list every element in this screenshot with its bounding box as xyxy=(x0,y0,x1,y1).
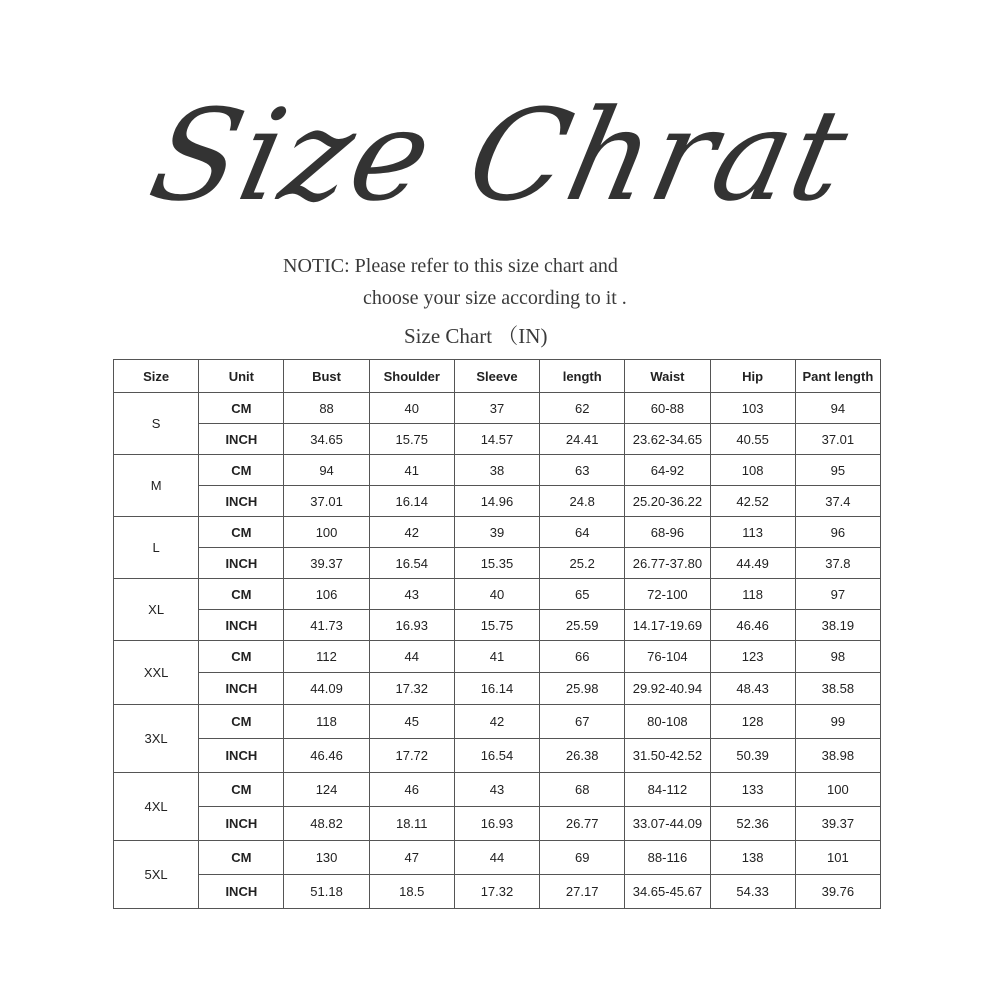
size-table xyxy=(113,359,881,909)
table-row xyxy=(114,610,881,641)
measure-cell: 123 xyxy=(710,641,795,673)
measure-cell: 96 xyxy=(795,517,880,548)
measure-cell: 64 xyxy=(540,517,625,548)
table-row xyxy=(114,705,881,739)
measure-cell: 51.18 xyxy=(284,875,369,909)
measure-cell: 29.92-40.94 xyxy=(625,673,710,705)
measure-cell: 68-96 xyxy=(625,517,710,548)
measure-cell: 25.59 xyxy=(540,610,625,641)
measure-cell: 43 xyxy=(369,579,454,610)
measure-cell: 44.09 xyxy=(284,673,369,705)
notice-line-1: NOTIC: Please refer to this size chart and xyxy=(283,255,618,277)
size-label: L xyxy=(114,517,199,579)
measure-cell: 130 xyxy=(284,841,369,875)
unit-cell: CM xyxy=(199,641,284,673)
measure-cell: 26.77-37.80 xyxy=(625,548,710,579)
measure-cell: 42.52 xyxy=(710,486,795,517)
measure-cell: 37.01 xyxy=(284,486,369,517)
measure-cell: 14.57 xyxy=(454,424,539,455)
page-title: Size Chrat xyxy=(138,82,862,229)
header-shoulder: Shoulder xyxy=(369,360,454,393)
measure-cell: 44.49 xyxy=(710,548,795,579)
measure-cell: 38 xyxy=(454,455,539,486)
size-label: S xyxy=(114,393,199,455)
measure-cell: 15.75 xyxy=(454,610,539,641)
measure-cell: 133 xyxy=(710,773,795,807)
measure-cell: 100 xyxy=(795,773,880,807)
unit-cell: CM xyxy=(199,705,284,739)
measure-cell: 38.98 xyxy=(795,739,880,773)
header-pant-length: Pant length xyxy=(795,360,880,393)
measure-cell: 43 xyxy=(454,773,539,807)
measure-cell: 41 xyxy=(454,641,539,673)
measure-cell: 64-92 xyxy=(625,455,710,486)
table-row xyxy=(114,517,881,548)
measure-cell: 69 xyxy=(540,841,625,875)
measure-cell: 18.5 xyxy=(369,875,454,909)
table-row xyxy=(114,807,881,841)
measure-cell: 48.82 xyxy=(284,807,369,841)
size-label: XXL xyxy=(114,641,199,705)
measure-cell: 15.35 xyxy=(454,548,539,579)
table-header-row xyxy=(114,360,881,393)
size-label: 5XL xyxy=(114,841,199,909)
measure-cell: 95 xyxy=(795,455,880,486)
measure-cell: 97 xyxy=(795,579,880,610)
measure-cell: 33.07-44.09 xyxy=(625,807,710,841)
measure-cell: 18.11 xyxy=(369,807,454,841)
measure-cell: 39.37 xyxy=(795,807,880,841)
unit-cell: INCH xyxy=(199,486,284,517)
measure-cell: 46.46 xyxy=(710,610,795,641)
table-row xyxy=(114,641,881,673)
measure-cell: 44 xyxy=(369,641,454,673)
unit-cell: INCH xyxy=(199,807,284,841)
unit-cell: CM xyxy=(199,393,284,424)
measure-cell: 37.8 xyxy=(795,548,880,579)
header-hip: Hip xyxy=(710,360,795,393)
measure-cell: 44 xyxy=(454,841,539,875)
measure-cell: 108 xyxy=(710,455,795,486)
measure-cell: 112 xyxy=(284,641,369,673)
header-size: Size xyxy=(114,360,199,393)
measure-cell: 38.19 xyxy=(795,610,880,641)
measure-cell: 84-112 xyxy=(625,773,710,807)
notice-line-2: choose your size according to it . xyxy=(363,287,627,309)
measure-cell: 26.38 xyxy=(540,739,625,773)
measure-cell: 118 xyxy=(284,705,369,739)
header-length: length xyxy=(540,360,625,393)
measure-cell: 14.96 xyxy=(454,486,539,517)
measure-cell: 38.58 xyxy=(795,673,880,705)
measure-cell: 80-108 xyxy=(625,705,710,739)
table-row xyxy=(114,739,881,773)
measure-cell: 66 xyxy=(540,641,625,673)
measure-cell: 40.55 xyxy=(710,424,795,455)
measure-cell: 41 xyxy=(369,455,454,486)
table-row xyxy=(114,393,881,424)
measure-cell: 34.65 xyxy=(284,424,369,455)
measure-cell: 17.72 xyxy=(369,739,454,773)
measure-cell: 113 xyxy=(710,517,795,548)
notice-line-3: Size Chart （IN) xyxy=(404,324,548,348)
measure-cell: 34.65-45.67 xyxy=(625,875,710,909)
measure-cell: 67 xyxy=(540,705,625,739)
measure-cell: 42 xyxy=(369,517,454,548)
header-unit: Unit xyxy=(199,360,284,393)
measure-cell: 63 xyxy=(540,455,625,486)
measure-cell: 46 xyxy=(369,773,454,807)
measure-cell: 46.46 xyxy=(284,739,369,773)
measure-cell: 124 xyxy=(284,773,369,807)
table-row xyxy=(114,486,881,517)
unit-cell: INCH xyxy=(199,875,284,909)
unit-cell: CM xyxy=(199,455,284,486)
unit-cell: CM xyxy=(199,773,284,807)
unit-cell: CM xyxy=(199,517,284,548)
unit-cell: INCH xyxy=(199,739,284,773)
table-row xyxy=(114,841,881,875)
unit-cell: INCH xyxy=(199,548,284,579)
measure-cell: 128 xyxy=(710,705,795,739)
measure-cell: 65 xyxy=(540,579,625,610)
measure-cell: 101 xyxy=(795,841,880,875)
measure-cell: 41.73 xyxy=(284,610,369,641)
measure-cell: 45 xyxy=(369,705,454,739)
unit-cell: INCH xyxy=(199,424,284,455)
table-row xyxy=(114,773,881,807)
measure-cell: 37.01 xyxy=(795,424,880,455)
measure-cell: 88 xyxy=(284,393,369,424)
measure-cell: 47 xyxy=(369,841,454,875)
measure-cell: 138 xyxy=(710,841,795,875)
measure-cell: 98 xyxy=(795,641,880,673)
measure-cell: 17.32 xyxy=(454,875,539,909)
unit-cell: CM xyxy=(199,841,284,875)
table-row xyxy=(114,875,881,909)
measure-cell: 24.8 xyxy=(540,486,625,517)
measure-cell: 50.39 xyxy=(710,739,795,773)
measure-cell: 16.54 xyxy=(369,548,454,579)
measure-cell: 39.76 xyxy=(795,875,880,909)
measure-cell: 17.32 xyxy=(369,673,454,705)
size-label: XL xyxy=(114,579,199,641)
table-row xyxy=(114,424,881,455)
measure-cell: 24.41 xyxy=(540,424,625,455)
measure-cell: 100 xyxy=(284,517,369,548)
header-waist: Waist xyxy=(625,360,710,393)
measure-cell: 14.17-19.69 xyxy=(625,610,710,641)
unit-cell: CM xyxy=(199,579,284,610)
size-label: 4XL xyxy=(114,773,199,841)
measure-cell: 16.14 xyxy=(454,673,539,705)
measure-cell: 94 xyxy=(795,393,880,424)
measure-cell: 16.93 xyxy=(369,610,454,641)
measure-cell: 42 xyxy=(454,705,539,739)
measure-cell: 40 xyxy=(454,579,539,610)
measure-cell: 68 xyxy=(540,773,625,807)
measure-cell: 16.54 xyxy=(454,739,539,773)
measure-cell: 23.62-34.65 xyxy=(625,424,710,455)
measure-cell: 94 xyxy=(284,455,369,486)
measure-cell: 26.77 xyxy=(540,807,625,841)
measure-cell: 25.2 xyxy=(540,548,625,579)
unit-cell: INCH xyxy=(199,673,284,705)
table-row xyxy=(114,455,881,486)
measure-cell: 103 xyxy=(710,393,795,424)
header-bust: Bust xyxy=(284,360,369,393)
measure-cell: 99 xyxy=(795,705,880,739)
measure-cell: 39 xyxy=(454,517,539,548)
measure-cell: 16.14 xyxy=(369,486,454,517)
measure-cell: 37.4 xyxy=(795,486,880,517)
measure-cell: 52.36 xyxy=(710,807,795,841)
size-label: 3XL xyxy=(114,705,199,773)
size-table-body xyxy=(114,393,881,909)
measure-cell: 54.33 xyxy=(710,875,795,909)
measure-cell: 48.43 xyxy=(710,673,795,705)
measure-cell: 37 xyxy=(454,393,539,424)
measure-cell: 39.37 xyxy=(284,548,369,579)
size-label: M xyxy=(114,455,199,517)
table-row xyxy=(114,548,881,579)
measure-cell: 16.93 xyxy=(454,807,539,841)
header-sleeve: Sleeve xyxy=(454,360,539,393)
measure-cell: 40 xyxy=(369,393,454,424)
table-row xyxy=(114,673,881,705)
measure-cell: 27.17 xyxy=(540,875,625,909)
measure-cell: 76-104 xyxy=(625,641,710,673)
measure-cell: 25.98 xyxy=(540,673,625,705)
measure-cell: 15.75 xyxy=(369,424,454,455)
measure-cell: 106 xyxy=(284,579,369,610)
measure-cell: 60-88 xyxy=(625,393,710,424)
measure-cell: 72-100 xyxy=(625,579,710,610)
measure-cell: 118 xyxy=(710,579,795,610)
unit-cell: INCH xyxy=(199,610,284,641)
table-row xyxy=(114,579,881,610)
measure-cell: 31.50-42.52 xyxy=(625,739,710,773)
measure-cell: 25.20-36.22 xyxy=(625,486,710,517)
measure-cell: 88-116 xyxy=(625,841,710,875)
measure-cell: 62 xyxy=(540,393,625,424)
